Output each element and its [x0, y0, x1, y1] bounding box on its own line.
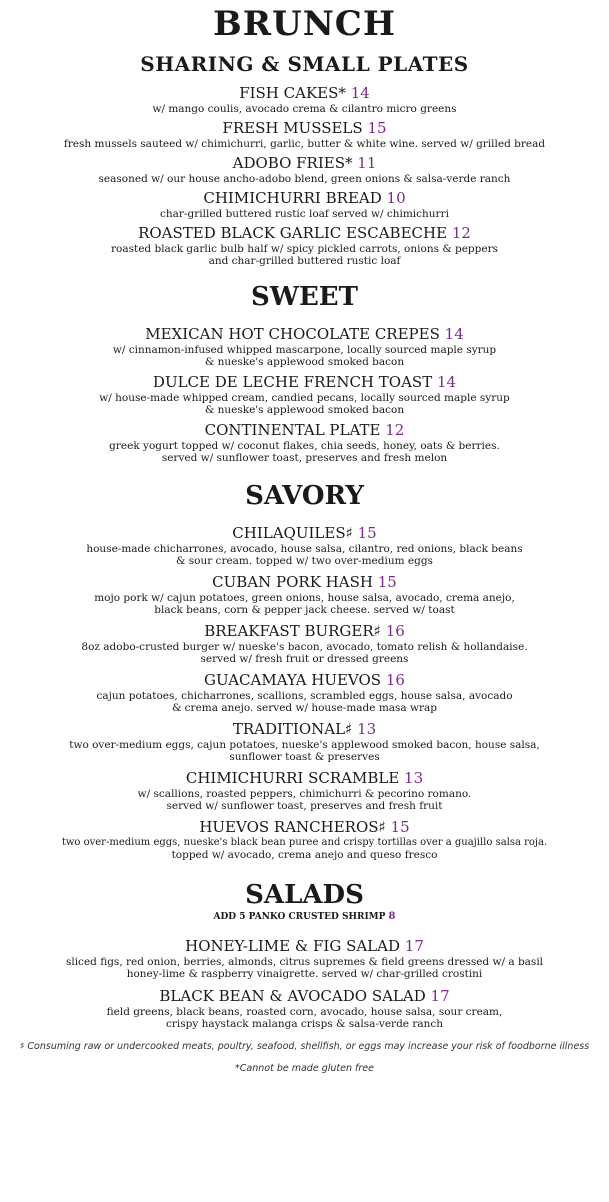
- salad-addon: [0, 911, 609, 923]
- item-name: CHILAQUILES♯: [232, 524, 353, 542]
- menu-item: [0, 987, 609, 1030]
- item-description: & nueske's applewood smoked bacon: [204, 404, 405, 416]
- menu-item: [0, 325, 609, 368]
- item-description: field greens, black beans, roasted corn, avocado, house salsa, sour cream,: [106, 1006, 503, 1018]
- menu-item: [0, 224, 609, 267]
- menu-title: BRUNCH: [213, 4, 396, 44]
- item-price: 15: [390, 818, 410, 836]
- item-description: black beans, corn & pepper jack cheese. served w/ toast: [154, 604, 455, 616]
- item-description: fresh mussels sauteed w/ chimichurri, garlic, butter & white wine. served w/ grilled bread: [63, 138, 546, 150]
- item-description: w/ mango coulis, avocado crema & cilantro micro greens: [152, 103, 457, 115]
- item-name: HONEY-LIME & FIG SALAD: [185, 937, 400, 955]
- item-price: 10: [386, 189, 406, 207]
- menu-item: [0, 622, 609, 665]
- addon-label: ADD 5 PANKO CRUSTED SHRIMP: [213, 912, 386, 922]
- item-price: 11: [357, 154, 377, 172]
- section-savory: [0, 480, 609, 861]
- menu-item: [0, 189, 609, 220]
- section-salads: [0, 879, 609, 1030]
- item-name: ADOBO FRIES*: [232, 154, 353, 172]
- item-description: roasted black garlic bulb half w/ spicy pickled carrots, onions & peppers: [111, 243, 498, 255]
- menu-item: [0, 937, 609, 980]
- item-name: CUBAN PORK HASH: [212, 573, 373, 591]
- item-name: FISH CAKES*: [239, 84, 346, 102]
- item-price: 17: [404, 937, 424, 955]
- item-price: 14: [436, 373, 457, 391]
- item-name: DULCE DE LECHE FRENCH TOAST: [152, 373, 433, 391]
- item-name: CHIMICHURRI SCRAMBLE: [185, 769, 400, 787]
- item-description: mojo pork w/ cajun potatoes, green onions, house salsa, avocado, crema anejo,: [94, 592, 515, 604]
- menu-item: [0, 671, 609, 714]
- item-description: sunflower toast & preserves: [229, 751, 380, 763]
- item-name: ROASTED BLACK GARLIC ESCABECHE: [138, 224, 448, 242]
- section-sharing: [0, 50, 609, 267]
- brunch-menu: [0, 2, 609, 1076]
- menu-item: [0, 84, 609, 115]
- item-description: served w/ sunflower toast, preserves and fresh melon: [161, 452, 448, 464]
- item-price: 16: [385, 671, 405, 689]
- item-price: 15: [377, 573, 397, 591]
- menu-item: [0, 373, 609, 416]
- item-description: served w/ fresh fruit or dressed greens: [200, 653, 409, 665]
- addon-price: 8: [388, 911, 396, 922]
- item-price: 14: [350, 84, 370, 102]
- item-description: honey-lime & raspberry vinaigrette. served w/ char-grilled crostini: [126, 968, 483, 980]
- item-name: FRESH MUSSELS: [222, 119, 363, 137]
- section-heading: SAVORY: [245, 481, 364, 511]
- item-price: 12: [451, 224, 471, 242]
- item-price: 14: [444, 325, 464, 343]
- item-description: and char-grilled buttered rustic loaf: [208, 255, 401, 267]
- item-name: HUEVOS RANCHEROS♯: [199, 818, 386, 836]
- menu-item: [0, 720, 609, 763]
- menu-item: [0, 421, 609, 464]
- item-price: 15: [357, 524, 377, 542]
- item-description: served w/ sunflower toast, preserves and fresh fruit: [166, 800, 443, 812]
- item-description: & sour cream. topped w/ two over-medium eggs: [176, 555, 433, 567]
- item-description: two over-medium eggs, cajun potatoes, nueske's applewood smoked bacon, house salsa,: [69, 739, 540, 751]
- item-description: house-made chicharrones, avocado, house salsa, cilantro, red onions, black beans: [86, 543, 523, 555]
- item-description: & nueske's applewood smoked bacon: [204, 356, 405, 368]
- item-description: w/ scallions, roasted peppers, chimichurri & pecorino romano.: [137, 788, 472, 800]
- item-price: 15: [367, 119, 387, 137]
- item-description: cajun potatoes, chicharrones, scallions, scrambled eggs, house salsa, avocado: [96, 690, 513, 702]
- item-description: w/ cinnamon-infused whipped mascarpone, locally sourced maple syrup: [112, 344, 497, 356]
- raw-food-warning: ♯ Consuming raw or undercooked meats, poultry, seafood, shellfish, or eggs may increase your risk of foodborne illness: [19, 1041, 590, 1052]
- item-description: & crema anejo. served w/ house-made masa wrap: [171, 702, 438, 714]
- footnotes: [0, 1040, 609, 1076]
- menu-item: [0, 119, 609, 150]
- item-description: two over-medium eggs, nueske's black bean puree and crispy tortillas over a guajillo salsa roja.: [61, 837, 548, 848]
- item-description: seasoned w/ our house ancho-adobo blend, green onions & salsa-verde ranch: [98, 173, 511, 185]
- item-price: 13: [357, 720, 377, 738]
- item-description: 8oz adobo-crusted burger w/ nueske's bacon, avocado, tomato relish & hollandaise.: [81, 641, 528, 653]
- item-name: GUACAMAYA HUEVOS: [204, 671, 382, 689]
- item-name: BLACK BEAN & AVOCADO SALAD: [159, 987, 426, 1005]
- menu-item: [0, 154, 609, 185]
- section-heading: SWEET: [251, 282, 358, 312]
- item-description: crispy haystack malanga crisps & salsa-verde ranch: [165, 1018, 444, 1030]
- item-price: 12: [385, 421, 405, 439]
- item-description: w/ house-made whipped cream, candied pecans, locally sourced maple syrup: [99, 392, 510, 404]
- item-name: BREAKFAST BURGER♯: [204, 622, 381, 640]
- item-name: CHIMICHURRI BREAD: [203, 189, 382, 207]
- item-name: MEXICAN HOT CHOCOLATE CREPES: [145, 325, 440, 343]
- item-description: greek yogurt topped w/ coconut flakes, chia seeds, honey, oats & berries.: [109, 440, 500, 452]
- menu-item: [0, 573, 609, 616]
- section-heading: SALADS: [245, 880, 364, 910]
- section-heading: SHARING & SMALL PLATES: [140, 52, 469, 76]
- item-price: 17: [430, 987, 450, 1005]
- item-name: CONTINENTAL PLATE: [204, 421, 381, 439]
- menu-item: [0, 524, 609, 567]
- item-description: char-grilled buttered rustic loaf served w/ chimichurri: [160, 208, 449, 220]
- item-name: TRADITIONAL♯: [232, 720, 353, 738]
- item-price: 16: [385, 622, 405, 640]
- item-description: sliced figs, red onion, berries, almonds, citrus supremes & field greens dressed w/ a basil: [65, 956, 544, 968]
- gluten-note: *Cannot be made gluten free: [235, 1063, 374, 1074]
- item-price: 13: [404, 769, 424, 787]
- section-sweet: [0, 281, 609, 464]
- item-description: topped w/ avocado, crema anejo and queso fresco: [171, 849, 438, 861]
- menu-item: [0, 769, 609, 812]
- menu-item: [0, 818, 609, 861]
